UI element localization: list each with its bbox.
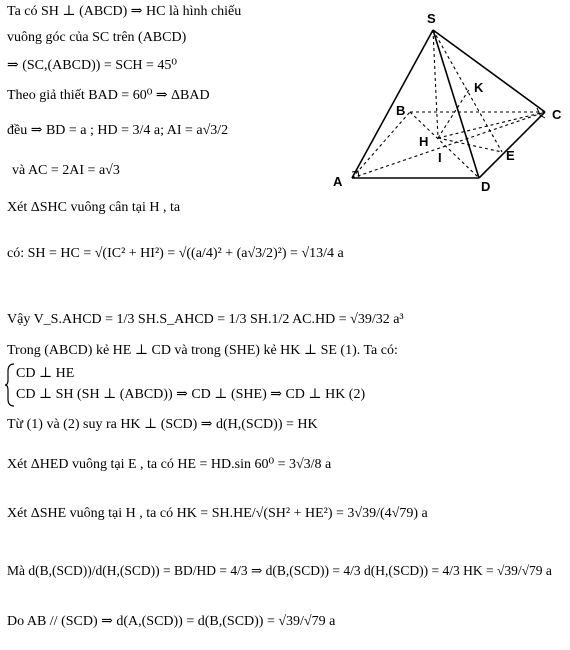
- label-S: S: [427, 11, 436, 26]
- label-C: C: [552, 107, 562, 122]
- text-line-7: Xét ΔSHC vuông cân tại H , ta: [7, 200, 181, 215]
- text-line-4: Theo giả thiết BAD = 60⁰ ⇒ ΔBAD: [7, 88, 210, 103]
- label-H: H: [419, 134, 429, 149]
- text-line-16: Mà d(B,(SCD))/d(H,(SCD)) = BD/HD = 4/3 ⇒ d(B,(SCD)) = 4/3 d(H,(SCD)) = 4/3 HK = √39/√79 a: [7, 563, 552, 578]
- text-line-9: Vậy V_S.AHCD = 1/3 SH.S_AHCD = 1/3 SH.1/2 AC.HD = √39/32 a³: [7, 312, 404, 327]
- text-line-6: và AC = 2AI = a√3: [12, 163, 120, 178]
- text-line-3: ⇒ (SC,(ABCD)) = SCH = 45⁰: [7, 58, 178, 73]
- label-K: K: [474, 80, 484, 95]
- text-line-2: vuông góc của SC trên (ABCD): [7, 30, 187, 45]
- label-D: D: [481, 179, 491, 194]
- text-line-10: Trong (ABCD) kẻ HE ⊥ CD và trong (SHE) kẻ HK ⊥ SE (1). Ta có:: [7, 343, 398, 358]
- text-line-13: Từ (1) và (2) suy ra HK ⊥ (SCD) ⇒ d(H,(SCD)) = HK: [7, 417, 318, 432]
- text-line-17: Do AB // (SCD) ⇒ d(A,(SCD)) = d(B,(SCD)) = √39/√79 a: [7, 614, 336, 629]
- text-line-11: CD ⊥ HE: [16, 366, 75, 381]
- text-line-14: Xét ΔHED vuông tại E , ta có HE = HD.sin 60⁰ = 3√3/8 a: [7, 457, 332, 472]
- text-line-1: Ta có SH ⊥ (ABCD) ⇒ HC là hình chiếu: [7, 4, 242, 19]
- label-A: A: [333, 174, 343, 189]
- label-B: B: [396, 103, 406, 118]
- text-line-12: CD ⊥ SH (SH ⊥ (ABCD)) ⇒ CD ⊥ (SHE) ⇒ CD ⊥ HK (2): [16, 387, 366, 402]
- text-line-5: đều ⇒ BD = a ; HD = 3/4 a; AI = a√3/2: [7, 123, 229, 138]
- label-E: E: [506, 148, 515, 163]
- label-I: I: [438, 150, 442, 165]
- text-line-15: Xét ΔSHE vuông tại H , ta có HK = SH.HE/√(SH² + HE²) = 3√39/(4√79) a: [7, 506, 428, 521]
- text-line-8: có: SH = HC = √(IC² + HI²) = √((a/4)² + (a√3/2)²) = √13/4 a: [7, 246, 344, 261]
- system-brace: [4, 363, 16, 407]
